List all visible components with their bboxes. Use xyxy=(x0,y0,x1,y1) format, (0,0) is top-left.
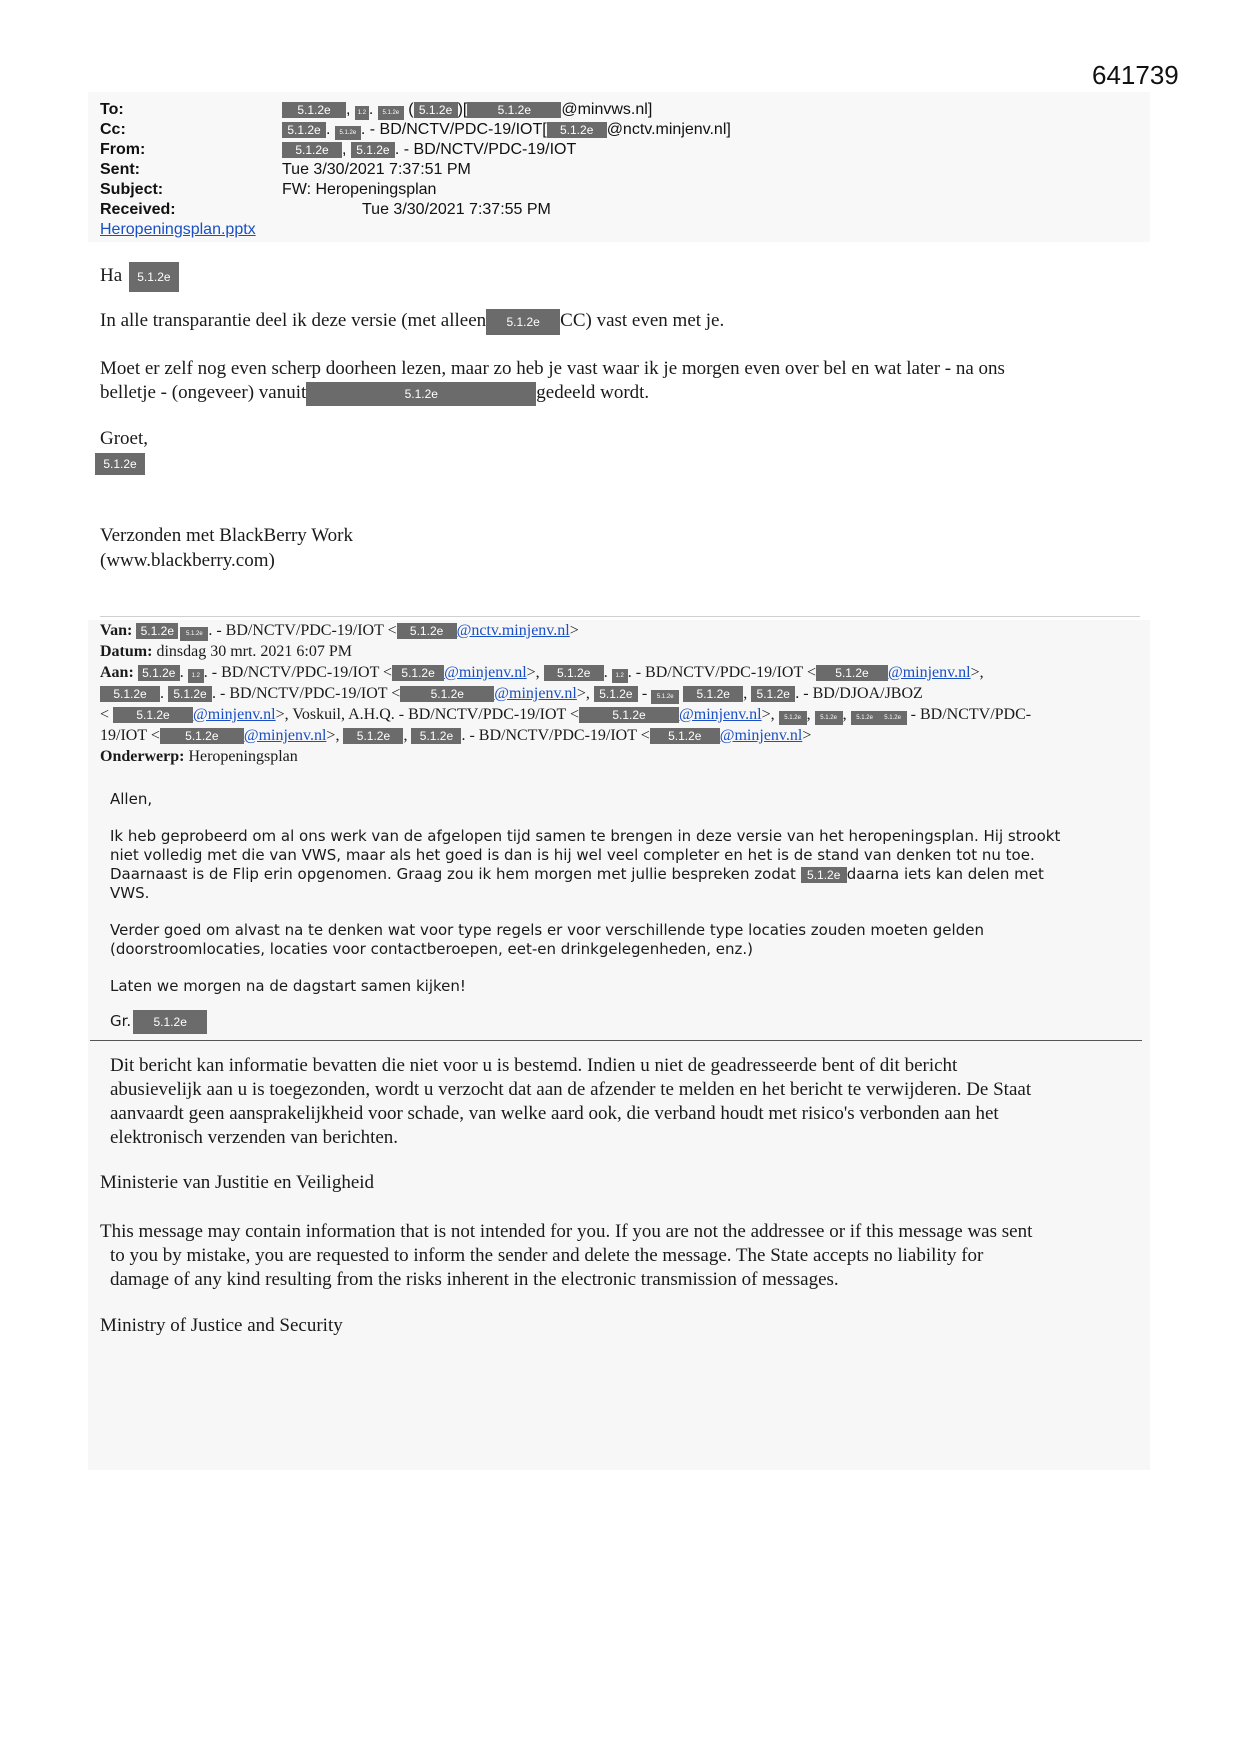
cc-label: Cc: xyxy=(100,121,126,138)
redaction: 5.1.2e xyxy=(282,102,346,118)
van-line: Van: 5.1.2e 5.1.2e . - BD/NCTV/PDC-19/IOT < 5.1.2e @nctv.minjenv.nl> xyxy=(100,622,579,639)
received-line xyxy=(100,200,551,220)
redaction: 5.1.2e xyxy=(801,867,847,883)
redaction: 5.1.2e xyxy=(879,711,907,725)
redaction: 1.2 xyxy=(188,669,204,683)
disclaimer-nl-2: abusievelijk aan u is toegezonden, wordt u verzocht dat aan de afzender te melden en het bericht te verwijderen. De Staat xyxy=(110,1079,1032,1100)
minjenv-email-link[interactable]: @minjenv.nl xyxy=(243,727,327,744)
received-value: Tue 3/30/2021 7:37:55 PM xyxy=(362,201,551,218)
message-para1 xyxy=(100,309,724,335)
redaction: 5.1.2e xyxy=(467,102,561,118)
disclaimer-divider xyxy=(90,1040,1142,1041)
forward-divider xyxy=(100,616,1140,617)
inner-gr-line xyxy=(110,1010,1140,1034)
redaction: 5.1.2e xyxy=(486,309,560,335)
redaction: 5.1.2e xyxy=(414,102,458,118)
redaction: 1.2 xyxy=(355,106,369,120)
redaction: 5.1.2e xyxy=(180,627,208,641)
attachment-link[interactable]: Heropeningsplan.pptx xyxy=(100,221,256,238)
redaction: 5.1.2e xyxy=(133,1010,207,1034)
sent-value: Tue 3/30/2021 7:37:51 PM xyxy=(282,161,471,178)
redaction: 5.1.2e xyxy=(683,686,743,702)
onderwerp-line xyxy=(100,746,1140,767)
redaction: 5.1.2e xyxy=(594,686,638,702)
redaction: 5.1.2e xyxy=(306,382,536,406)
received-label: Received: xyxy=(100,201,176,218)
minjenv-email-link[interactable]: @minjenv.nl xyxy=(679,706,762,723)
minjenv-email-link[interactable]: @minjenv.nl xyxy=(193,706,276,723)
inner-p1-line2: niet volledig met die van VWS, maar als het goed is dan is hij wel veel completer en het is de stand van denken tot nu toe. xyxy=(110,846,1035,864)
disclaimer-en-2: to you by mistake, you are requested to inform the sender and delete the message. The State accepts no liability for xyxy=(110,1245,984,1266)
redaction: 5.1.2e xyxy=(282,142,342,158)
minjenv-email-link[interactable]: @minjenv.nl xyxy=(887,664,971,681)
redaction: 5.1.2e xyxy=(397,623,457,639)
redaction: 5.1.2e xyxy=(168,686,212,702)
cc-mid: . - BD/NCTV/PDC-19/IOT[ xyxy=(360,121,547,138)
redaction: 5.1.2e xyxy=(851,711,879,725)
blackberry-signature xyxy=(100,523,353,573)
redaction: 5.1.2e xyxy=(282,122,326,138)
redaction: 5.1.2e xyxy=(411,728,461,744)
redaction: 5.1.2e xyxy=(378,106,404,120)
voskuil: , Voskuil, A.H.Q. - BD/NCTV/PDC-19/IOT < xyxy=(284,706,580,723)
van-text: . - BD/NCTV/PDC-19/IOT < xyxy=(208,622,397,639)
inner-message xyxy=(110,790,1140,1034)
para1-text-a: In alle transparantie deel ik deze versie (met alleen xyxy=(100,310,487,331)
from-line: From: 5.1.2e , 5.1.2e . - BD/NCTV/PDC-19/IOT xyxy=(100,141,577,158)
redaction: 5.1.2e xyxy=(136,623,178,639)
inner-p1-line3 xyxy=(110,865,1140,884)
subject-label: Subject: xyxy=(100,181,164,198)
greeting-line xyxy=(100,262,179,292)
disclaimer-en-1: This message may contain information that is not intended for you. If you are not the addressee or if this message was sent xyxy=(100,1221,1033,1242)
van-label: Van: xyxy=(100,622,133,639)
inner-gr: Gr. xyxy=(110,1012,132,1030)
doc-number: 641739 xyxy=(1092,60,1179,90)
cc-line: Cc: 5.1.2e . 5.1.2e . - BD/NCTV/PDC-19/IOT[ 5.1.2e @nctv.minjenv.nl] xyxy=(100,121,731,138)
minjenv-email-link[interactable]: @minjenv.nl xyxy=(719,727,803,744)
para2-line-b xyxy=(100,381,1005,406)
redaction: 5.1.2e xyxy=(343,728,403,744)
minjenv-email-link[interactable]: @minjenv.nl xyxy=(444,664,527,681)
iot19: 19/IOT < xyxy=(100,727,160,744)
aan-org: . - BD/NCTV/PDC-19/IOT < xyxy=(212,685,401,702)
sent-line xyxy=(100,160,471,180)
redaction: 5.1.2e xyxy=(392,665,444,681)
sent-label: Sent: xyxy=(100,161,140,178)
minjenv-email-link[interactable]: @minjenv.nl xyxy=(494,685,577,702)
aan-org-djoa: . - BD/DJOA/JBOZ xyxy=(795,685,923,702)
aan-line-3: < 5.1.2e @minjenv.nl>, Voskuil, A.H.Q. - BD/NCTV/PDC-19/IOT < 5.1.2e @minjenv.nl>, 5.1.2e , 5.1.2e , 5.1.2e 5.1.2e - BD/NCTV/PDC- xyxy=(100,706,1032,723)
forwarded-header xyxy=(100,620,1140,767)
aan-line-2: 5.1.2e . 5.1.2e . - BD/NCTV/PDC-19/IOT < 5.1.2e @minjenv.nl>, 5.1.2e - 5.1.2e 5.1.2e , 5.1.2e . - BD/DJOA/JBOZ xyxy=(100,683,1140,704)
disclaimer-nl-3: aanvaardt geen aansprakelijkheid voor schade, van welke aard ook, die verband houdt met risico's verbonden aan het xyxy=(110,1103,999,1124)
datum-value: dinsdag 30 mrt. 2021 6:07 PM xyxy=(156,643,352,660)
redaction: 5.1.2e xyxy=(113,707,193,723)
redaction: 5.1.2e xyxy=(160,728,244,744)
inner-p1-line4: VWS. xyxy=(110,884,150,902)
inner-p1-d: daarna iets kan delen met xyxy=(846,865,1044,883)
redaction: 5.1.2e xyxy=(547,122,607,138)
redaction: 1.2 xyxy=(612,669,628,683)
disclaimer-nl-1: Dit bericht kan informatie bevatten die niet voor u is bestemd. Indien u niet de geadresseerde bent of dit bericht xyxy=(110,1055,958,1076)
from-mid: . - BD/NCTV/PDC-19/IOT xyxy=(394,141,577,158)
disclaimer-en-3: damage of any kind resulting from the risks inherent in the electronic transmission of messages. xyxy=(110,1269,839,1290)
disclaimer-nl xyxy=(110,1054,1150,1150)
to-line: To: 5.1.2e , 1.2 . 5.1.2e ( 5.1.2e )[ 5.1.2e @minvws.nl] xyxy=(100,101,653,118)
redaction: 5.1.2e xyxy=(650,728,720,744)
ministry-nl: Ministerie van Justitie en Veiligheid xyxy=(100,1172,375,1193)
greeting: Ha xyxy=(100,265,123,286)
inner-p3: Laten we morgen na de dagstart samen kijken! xyxy=(110,977,466,995)
redaction: 5.1.2e xyxy=(335,126,361,140)
signature-redaction xyxy=(95,453,145,475)
signature-line2: (www.blackberry.com) xyxy=(100,550,275,571)
para2-text-c: gedeeld wordt. xyxy=(536,382,650,403)
redaction: 5.1.2e xyxy=(400,686,494,702)
redaction: 5.1.2e xyxy=(95,453,145,475)
from-label: From: xyxy=(100,141,146,158)
inner-allen: Allen, xyxy=(110,790,153,808)
para2-text-b: belletje - (ongeveer) vanuit xyxy=(100,382,307,403)
inner-p1-line1: Ik heb geprobeerd om al ons werk van de afgelopen tijd samen te brengen in deze versie van het heropeningsplan. Hij strookt xyxy=(110,827,1061,845)
redaction: 5.1.2e xyxy=(816,665,888,681)
onderwerp-label: Onderwerp: xyxy=(100,748,185,765)
redaction: 5.1.2e xyxy=(100,686,160,702)
redaction: 5.1.2e xyxy=(544,665,604,681)
subject-value: FW: Heropeningsplan xyxy=(282,181,437,198)
inner-p1-c: Daarnaast is de Flip erin opgenomen. Graag zou ik hem morgen met jullie bespreken zodat xyxy=(110,865,796,883)
onderwerp-value: Heropeningsplan xyxy=(188,748,298,765)
redaction: 5.1.2e xyxy=(138,665,180,681)
signature-line1: Verzonden met BlackBerry Work xyxy=(100,525,353,546)
to-domain: @minvws.nl] xyxy=(561,101,653,118)
redaction: 5.1.2e xyxy=(651,690,679,704)
inner-p2-line1: Verder goed om alvast na te denken wat voor type regels er voor verschillende type locaties zouden moeten gelden xyxy=(110,921,984,939)
aan-line-4: 19/IOT < 5.1.2e @minjenv.nl>, 5.1.2e , 5.1.2e . - BD/NCTV/PDC-19/IOT < 5.1.2e @minjenv.nl> xyxy=(100,727,812,744)
aan-org: . - BD/NCTV/PDC-19/IOT < xyxy=(203,664,393,681)
aan-label: Aan: xyxy=(100,664,134,681)
datum-line xyxy=(100,641,1140,662)
cc-domain: @nctv.minjenv.nl] xyxy=(606,121,731,138)
redaction: 5.1.2e xyxy=(351,142,395,158)
datum-label: Datum: xyxy=(100,643,153,660)
aan-org: . - BD/NCTV/PDC-19/IOT < xyxy=(627,664,816,681)
nctv-email-link[interactable]: @nctv.minjenv.nl xyxy=(456,622,570,639)
redaction: 5.1.2e xyxy=(129,262,179,292)
closing: Groet, xyxy=(100,428,149,449)
disclaimer-en xyxy=(100,1220,1150,1292)
inner-p2-line2: (doorstroomlocaties, locaties voor contactberoepen, eet-en drinkgelegenheden, enz.) xyxy=(110,940,754,958)
disclaimer-nl-4: elektronisch verzenden van berichten. xyxy=(110,1127,399,1148)
redaction: 5.1.2e xyxy=(751,686,795,702)
to-label: To: xyxy=(100,101,124,118)
aan-line-1: Aan: 5.1.2e . 1.2 . - BD/NCTV/PDC-19/IOT < 5.1.2e @minjenv.nl>, 5.1.2e . 1.2 . - BD/NCTV/PDC-19/IOT < 5.1.2e @minjenv.nl>, xyxy=(100,664,984,681)
para2-text-a: Moet er zelf nog even scherp doorheen lezen, maar zo heb je vast waar ik je morgen even over bel en wat later - na ons xyxy=(100,358,1005,379)
ministry-en: Ministry of Justice and Security xyxy=(100,1315,343,1336)
subject-line xyxy=(100,180,436,200)
message-para2 xyxy=(100,357,1005,406)
redaction: 5.1.2e xyxy=(815,711,843,725)
para1-text-b: CC) vast even met je. xyxy=(560,310,725,331)
attachment-line xyxy=(100,220,256,240)
redaction: 5.1.2e xyxy=(579,707,679,723)
aan-org: . - BD/NCTV/PDC-19/IOT < xyxy=(461,727,650,744)
aan-org-pdc: - BD/NCTV/PDC- xyxy=(906,706,1032,723)
redaction: 5.1.2e xyxy=(779,711,807,725)
